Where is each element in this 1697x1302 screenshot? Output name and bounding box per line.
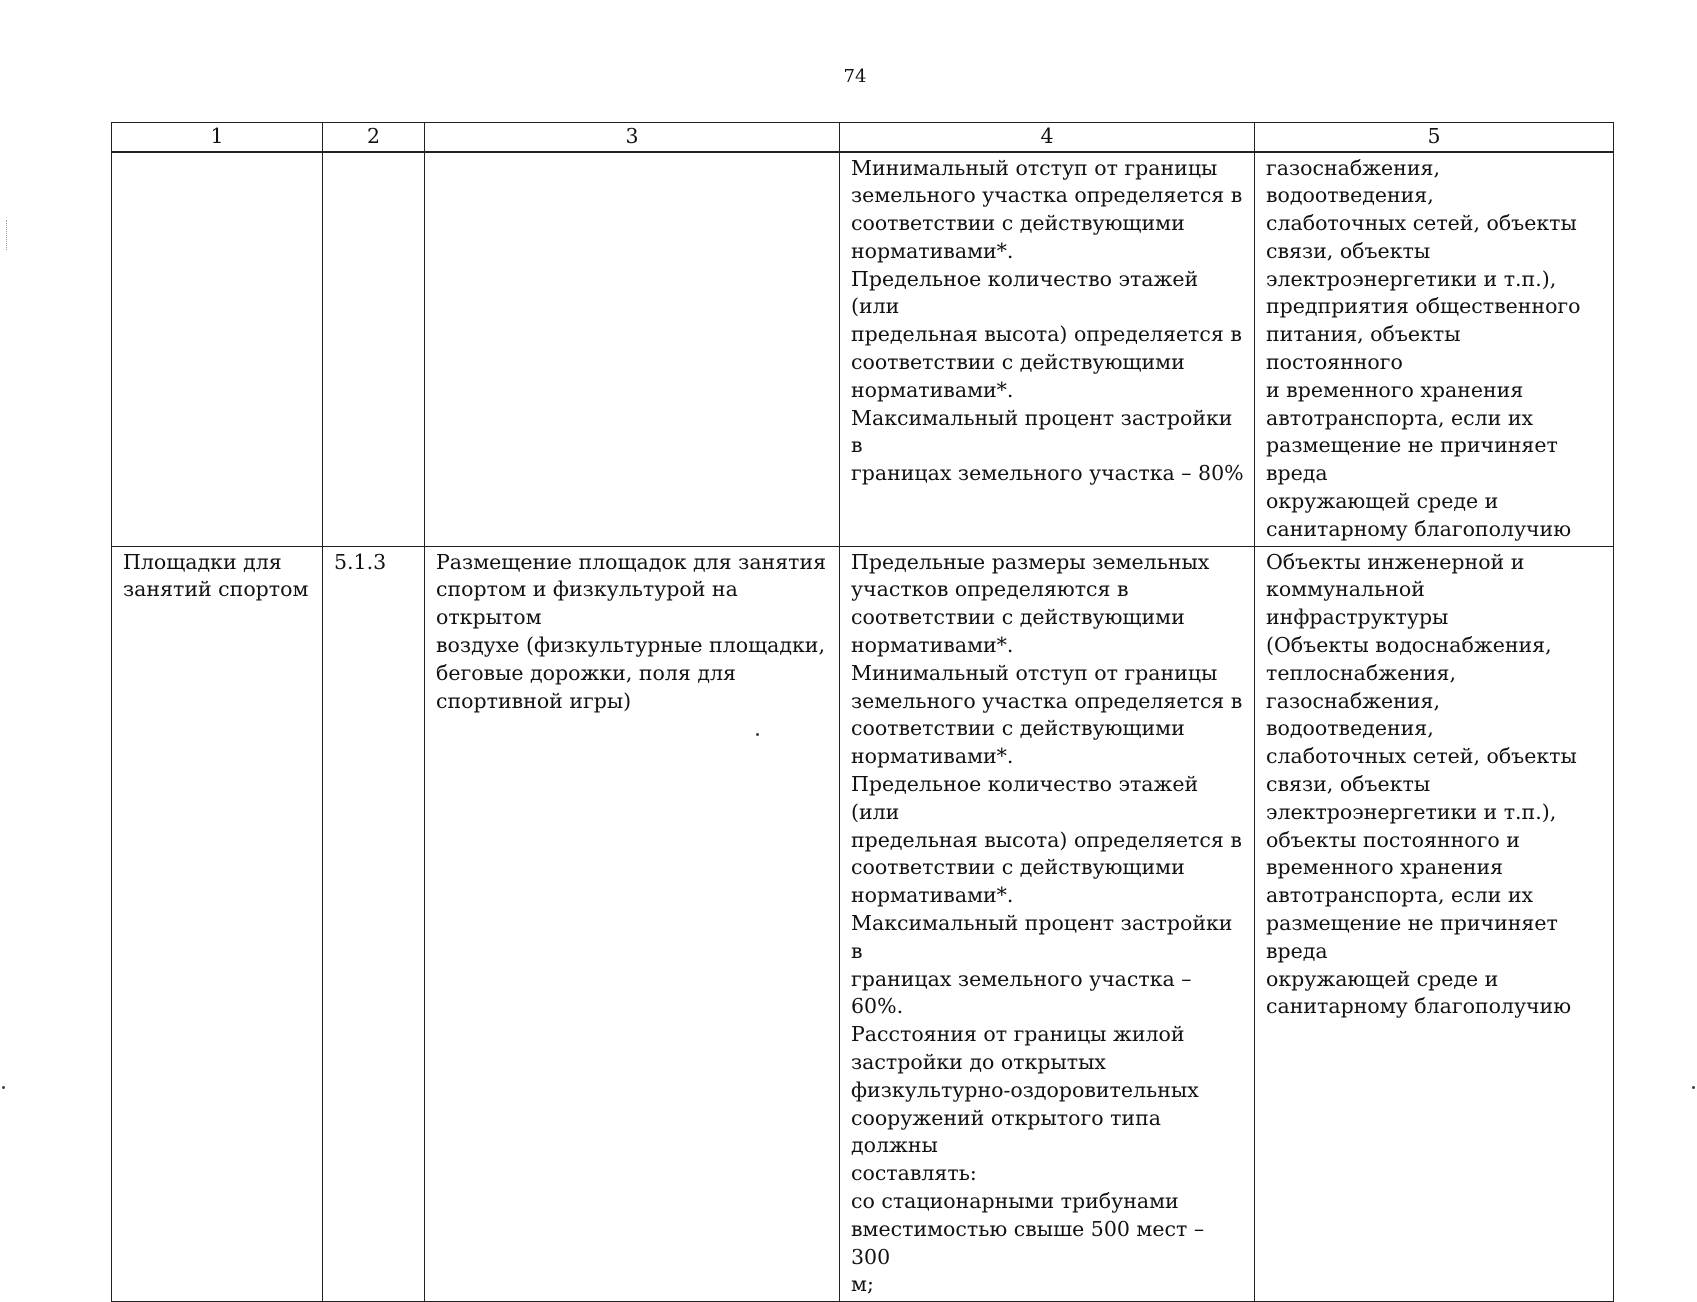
table-row — [112, 152, 1614, 547]
scan-dot — [756, 733, 759, 736]
cell-auxiliary-uses: Объекты инженерной и коммунальной инфраструктуры (Объекты водоснабжения, теплоснабжения, газоснабжения, водоотведения, слаботочных сетей, объекты связи, объекты электроэнергетики и т.п.), объекты постоянного и временного хранения автотранспорта, если их размещение не причиняет вреда окружающей среде и санитарному благополучию — [1255, 546, 1614, 1302]
header-col-4: 4 — [840, 123, 1255, 152]
cell-description — [425, 152, 840, 547]
land-use-table — [111, 122, 1614, 1302]
scan-dot — [2, 1086, 5, 1089]
cell-parameters: Предельные размеры земельных участков определяются в соответствии с действующими нормативами*. Минимальный отступ от границы земельного участка определяется в соответствии с действующими нормативами*. Предельное количество этажей (или предельная высота) определяется в соответствии с действующими нормативами*. Максимальный процент застройки в границах земельного участка – 60%. Расстояния от границы жилой застройки до открытых физкультурно-оздоровительных сооружений открытого типа должны составлять: со стационарными трибунами вместимостью свыше 500 мест – 300 м; — [840, 546, 1255, 1302]
cell-use-name — [112, 152, 323, 547]
header-col-1: 1 — [112, 123, 323, 152]
cell-parameters: Минимальный отступ от границы земельного участка определяется в соответствии с действующими нормативами*. Предельное количество этажей (или предельная высота) определяется в соответствии с действующими нормативами*. Максимальный процент застройки в границах земельного участка – 80% — [840, 152, 1255, 547]
page-number: 74 — [843, 66, 867, 87]
header-col-3: 3 — [425, 123, 840, 152]
header-col-2: 2 — [323, 123, 425, 152]
cell-use-name: Площадки для занятий спортом — [112, 546, 323, 1302]
table-row — [112, 546, 1614, 1302]
cell-description: Размещение площадок для занятия спортом и физкультурой на открытом воздухе (физкультурные площадки, беговые дорожки, поля для спортивной игры) — [425, 546, 840, 1302]
scan-artifact — [6, 220, 9, 250]
header-col-5: 5 — [1255, 123, 1614, 152]
cell-code — [323, 152, 425, 547]
cell-code: 5.1.3 — [323, 546, 425, 1302]
scan-dot — [1692, 1086, 1695, 1089]
cell-auxiliary-uses: газоснабжения, водоотведения, слаботочных сетей, объекты связи, объекты электроэнергетики и т.п.), предприятия общественного питания, объекты постоянного и временного хранения автотранспорта, если их размещение не причиняет вреда окружающей среде и санитарному благополучию — [1255, 152, 1614, 547]
header-row — [112, 123, 1614, 152]
